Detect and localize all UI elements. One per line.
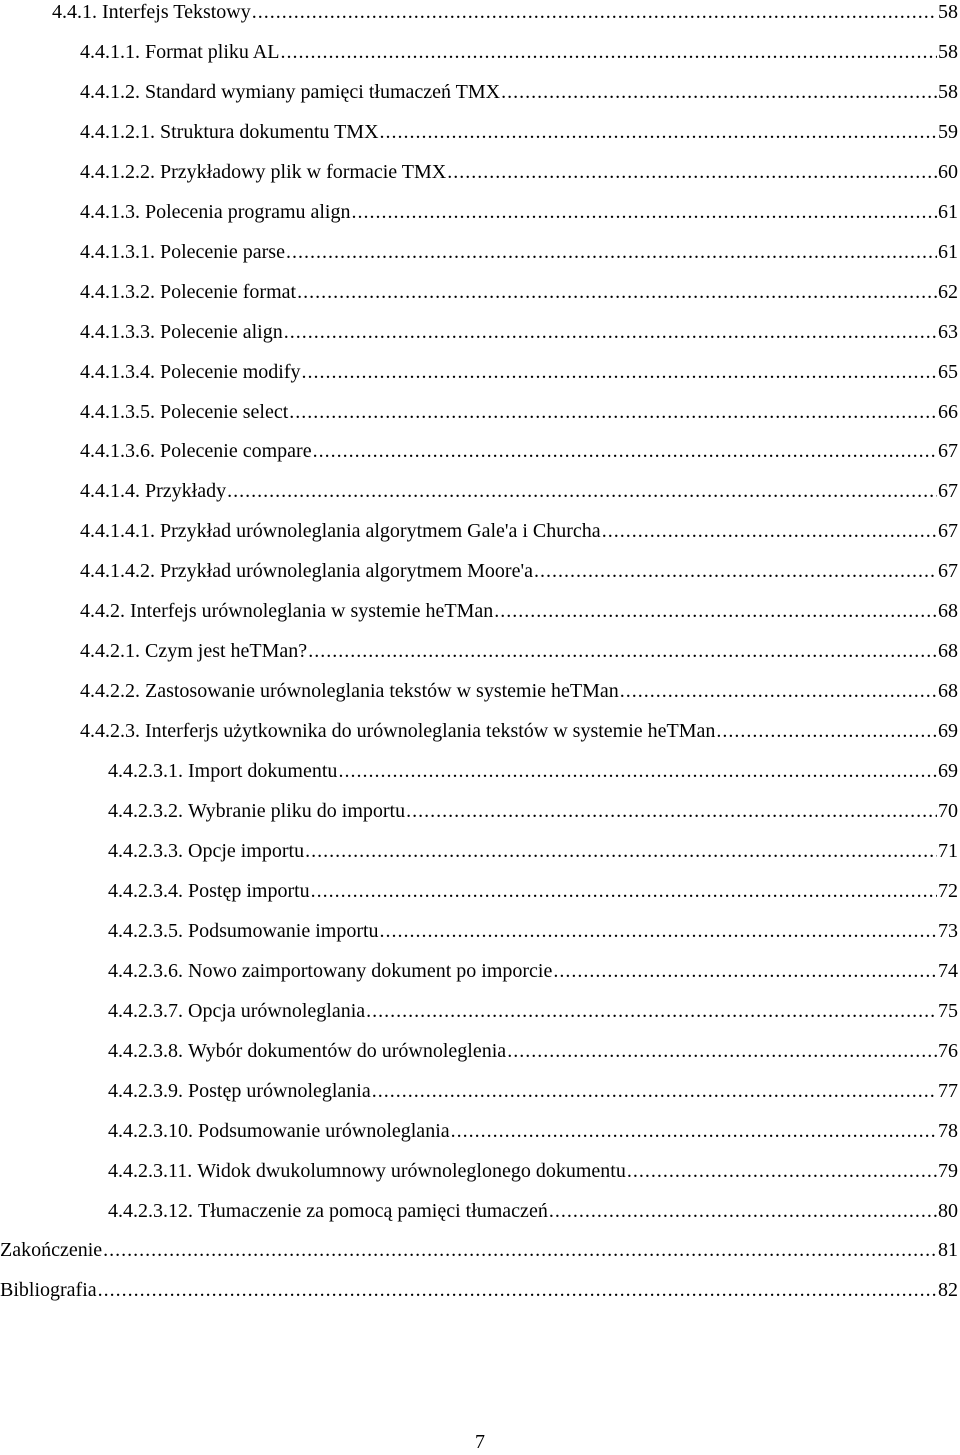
toc-entry-number: 4.4.1. bbox=[52, 1, 97, 23]
toc-dot-leader bbox=[549, 1198, 937, 1224]
toc-entry[interactable] bbox=[80, 718, 958, 758]
toc-entry-title: Struktura dokumentu TMX bbox=[160, 120, 379, 143]
toc-entry-title: Tłumaczenie za pomocą pamięci tłumaczeń bbox=[198, 1199, 548, 1222]
toc-entry-page: 68 bbox=[938, 600, 958, 623]
toc-entry-title: Interfejs urównoleglania w systemie heTMan bbox=[130, 600, 494, 623]
toc-entry-title: Przykładowy plik w formacie TMX bbox=[160, 160, 447, 183]
toc-entry-title: Polecenie parse bbox=[160, 240, 285, 263]
toc-entry-page: 72 bbox=[938, 879, 958, 902]
toc-entry-title: Zakończenie bbox=[0, 1239, 103, 1262]
toc-entry-page: 67 bbox=[938, 440, 958, 463]
toc-entry-number: 4.4.2.3.1. bbox=[108, 760, 183, 783]
toc-dot-leader bbox=[602, 518, 937, 544]
toc-entry-page: 76 bbox=[938, 1039, 958, 1062]
toc-entry-page: 63 bbox=[938, 320, 958, 343]
toc-entry-page: 71 bbox=[938, 839, 958, 862]
toc-entry[interactable] bbox=[80, 438, 958, 478]
toc-dot-leader bbox=[507, 1038, 937, 1064]
toc-entry-page: 68 bbox=[938, 680, 958, 703]
toc-entry-page: 65 bbox=[938, 360, 958, 383]
toc-entry[interactable] bbox=[80, 399, 958, 439]
toc-entry-page: 77 bbox=[938, 1079, 958, 1102]
toc-entry-page: 79 bbox=[938, 1159, 958, 1182]
toc-entry[interactable] bbox=[0, 1237, 958, 1277]
toc-entry-page: 73 bbox=[938, 919, 958, 942]
toc-dot-leader bbox=[366, 998, 937, 1024]
toc-entry-title: Czym jest heTMan? bbox=[145, 640, 308, 663]
toc-dot-leader bbox=[501, 79, 937, 105]
toc-entry-page: 69 bbox=[938, 720, 958, 743]
toc-entry-number: 4.4.1.2. bbox=[80, 80, 140, 103]
toc-entry[interactable] bbox=[80, 478, 958, 518]
toc-entry-title: Podsumowanie urównoleglania bbox=[198, 1119, 450, 1142]
toc-entry-number: 4.4.2.3.10. bbox=[108, 1119, 193, 1142]
toc-entry-number: 4.4.1.4.2. bbox=[80, 560, 155, 583]
toc-entry-title: Standard wymiany pamięci tłumaczeń TMX bbox=[145, 80, 501, 103]
toc-entry-number: 4.4.1.2.1. bbox=[80, 120, 155, 143]
toc-entry-title: Polecenia programu align bbox=[145, 200, 351, 223]
toc-entry-title: Postęp importu bbox=[188, 879, 310, 902]
toc-entry-title: Nowo zaimportowany dokument po imporcie bbox=[188, 959, 553, 982]
toc-dot-leader bbox=[380, 119, 937, 145]
toc-entry[interactable] bbox=[80, 598, 958, 638]
toc-entry[interactable] bbox=[108, 998, 958, 1038]
toc-entry-number: 4.4.2.3.11. bbox=[108, 1159, 193, 1182]
toc-entry[interactable] bbox=[80, 199, 958, 239]
toc-dot-leader bbox=[627, 1158, 937, 1184]
toc-entry-number: 4.4.1.3.1. bbox=[80, 240, 155, 263]
toc-entry-number: 4.4.2.3.9. bbox=[108, 1079, 183, 1102]
toc-entry-page: 58 bbox=[938, 1, 958, 23]
toc-dot-leader bbox=[280, 39, 937, 65]
toc-entry-page: 62 bbox=[938, 280, 958, 303]
toc-dot-leader bbox=[308, 638, 937, 664]
toc-entry[interactable] bbox=[108, 1118, 958, 1158]
toc-entry-number: 4.4.2.3.3. bbox=[108, 839, 183, 862]
toc-entry[interactable] bbox=[108, 878, 958, 918]
toc-entry-number: 4.4.2.3.8. bbox=[108, 1039, 183, 1062]
toc-entry-page: 67 bbox=[938, 520, 958, 543]
toc-entry-title: Polecenie align bbox=[160, 320, 283, 343]
toc-entry-title: Wybranie pliku do importu bbox=[188, 800, 406, 822]
toc-dot-leader bbox=[447, 159, 937, 185]
toc-dot-leader bbox=[286, 239, 937, 265]
toc-entry[interactable] bbox=[108, 1158, 958, 1198]
toc-entry-page: 61 bbox=[938, 200, 958, 223]
toc-entry[interactable] bbox=[80, 159, 958, 199]
toc-entry[interactable] bbox=[80, 319, 958, 359]
toc-entry-page: 66 bbox=[938, 400, 958, 423]
toc-entry-title: Interfejs Tekstowy bbox=[102, 1, 251, 23]
toc-dot-leader bbox=[297, 279, 937, 305]
toc-entry[interactable] bbox=[108, 1198, 958, 1238]
toc-entry[interactable] bbox=[80, 558, 958, 598]
toc-dot-leader bbox=[284, 319, 937, 345]
toc-entry-title: Import dokumentu bbox=[188, 760, 338, 783]
toc-entry[interactable] bbox=[80, 79, 958, 119]
toc-entry-number: 4.4.1.3.4. bbox=[80, 360, 155, 383]
toc-dot-leader bbox=[451, 1118, 937, 1144]
toc-entry-title: Opcja urównoleglania bbox=[188, 999, 366, 1022]
toc-dot-leader bbox=[338, 758, 937, 784]
toc-entry-title: Przykład urównoleglania algorytmem Gale'a i Churcha bbox=[160, 520, 601, 543]
toc-dot-leader bbox=[352, 199, 938, 225]
toc-entry-page: 60 bbox=[938, 160, 958, 183]
toc-dot-leader bbox=[311, 878, 937, 904]
toc-entry-page: 58 bbox=[938, 80, 958, 103]
toc-entry-number: 4.4.2.3.4. bbox=[108, 879, 183, 902]
toc-dot-leader bbox=[620, 678, 937, 704]
toc-entry-title: Podsumowanie importu bbox=[188, 919, 379, 942]
toc-entry-number: 4.4.2.3.6. bbox=[108, 959, 183, 982]
toc-entry-number: 4.4.1.2.2. bbox=[80, 160, 155, 183]
toc-entry-number: 4.4.2. bbox=[80, 600, 125, 623]
toc-entry[interactable] bbox=[0, 1277, 958, 1317]
toc-entry-title: Wybór dokumentów do urównoleglenia bbox=[188, 1039, 507, 1062]
toc-entry-number: 4.4.1.3.2. bbox=[80, 280, 155, 303]
toc-entry-page: 58 bbox=[938, 40, 958, 63]
toc-entry-title: Bibliografia bbox=[0, 1279, 97, 1302]
toc-dot-leader bbox=[103, 1237, 937, 1263]
toc-entry-number: 4.4.2.3.12. bbox=[108, 1199, 193, 1222]
toc-entry-page: 61 bbox=[938, 240, 958, 263]
toc-entry[interactable] bbox=[80, 239, 958, 279]
toc-entry[interactable] bbox=[108, 1038, 958, 1078]
toc-entry-page: 74 bbox=[938, 959, 958, 982]
toc-dot-leader bbox=[372, 1078, 937, 1104]
toc-entry-number: 4.4.1.3. bbox=[80, 200, 140, 223]
toc-dot-leader bbox=[305, 838, 937, 864]
toc-entry-title: Polecenie select bbox=[160, 400, 289, 423]
toc-entry-page: 70 bbox=[938, 800, 958, 822]
toc-dot-leader bbox=[534, 558, 937, 584]
toc-dot-leader bbox=[313, 438, 937, 464]
toc-entry[interactable] bbox=[80, 279, 958, 319]
toc-entry-number: 4.4.1.4. bbox=[80, 480, 140, 503]
toc-dot-leader bbox=[380, 918, 937, 944]
toc-entry-number: 4.4.1.4.1. bbox=[80, 520, 155, 543]
toc-entry-title: Polecenie modify bbox=[160, 360, 301, 383]
toc-entry-number: 4.4.1.3.5. bbox=[80, 400, 155, 423]
toc-entry-title: Format pliku AL bbox=[145, 40, 280, 63]
toc-entry-page: 82 bbox=[938, 1279, 958, 1302]
toc-entry-page: 67 bbox=[938, 560, 958, 583]
toc-entry[interactable] bbox=[80, 638, 958, 678]
toc-entry[interactable] bbox=[108, 758, 958, 798]
toc-entry-number: 4.4.2.3. bbox=[80, 720, 140, 743]
toc-entry-number: 4.4.2.1. bbox=[80, 640, 140, 663]
toc-entry[interactable] bbox=[108, 958, 958, 998]
toc-dot-leader bbox=[494, 598, 937, 624]
toc-entry[interactable] bbox=[108, 1078, 958, 1118]
toc-entry-page: 80 bbox=[938, 1199, 958, 1222]
toc-entry-number: 4.4.1.3.3. bbox=[80, 320, 155, 343]
toc-entry[interactable] bbox=[80, 119, 958, 159]
toc-entry-page: 78 bbox=[938, 1119, 958, 1142]
toc-entry-title: Zastosowanie urównoleglania tekstów w systemie heTMan bbox=[145, 680, 619, 703]
toc-entry-page: 67 bbox=[938, 480, 958, 503]
toc-entry-page: 69 bbox=[938, 760, 958, 783]
toc-dot-leader bbox=[289, 399, 937, 425]
toc-entry-title: Postęp urównoleglania bbox=[188, 1079, 371, 1102]
toc-entry-title: Interferjs użytkownika do urównoleglania tekstów w systemie heTMan bbox=[145, 720, 716, 743]
toc-dot-leader bbox=[406, 798, 937, 824]
toc-entry-number: 4.4.2.2. bbox=[80, 680, 140, 703]
toc-entry-title: Przykład urównoleglania algorytmem Moore'a bbox=[160, 560, 533, 583]
toc-dot-leader bbox=[302, 359, 937, 385]
toc-entry-number: 4.4.2.3.7. bbox=[108, 999, 183, 1022]
toc-entry-page: 81 bbox=[938, 1239, 958, 1262]
page-number: 7 bbox=[475, 1431, 485, 1453]
toc-entry-number: 4.4.1.3.6. bbox=[80, 440, 155, 463]
toc-entry-number: 4.4.2.3.2. bbox=[108, 800, 183, 822]
toc-entry[interactable] bbox=[108, 838, 958, 878]
toc-entry-number: 4.4.1.1. bbox=[80, 40, 140, 63]
toc-entry[interactable] bbox=[80, 678, 958, 718]
toc-dot-leader bbox=[252, 0, 937, 25]
toc-entry-number: 4.4.2.3.5. bbox=[108, 919, 183, 942]
toc-entry[interactable] bbox=[80, 39, 958, 79]
toc-entry[interactable] bbox=[80, 518, 958, 558]
toc-entry-title: Opcje importu bbox=[188, 839, 305, 862]
toc-entry-page: 59 bbox=[938, 120, 958, 143]
toc-entry-title: Przykłady bbox=[145, 480, 227, 503]
toc-entry-title: Polecenie format bbox=[160, 280, 297, 303]
toc-entry[interactable] bbox=[108, 918, 958, 958]
toc-entry[interactable] bbox=[52, 0, 958, 39]
toc-entry-title: Polecenie compare bbox=[160, 440, 312, 463]
toc-entry-page: 75 bbox=[938, 999, 958, 1022]
toc-entry[interactable] bbox=[108, 798, 958, 838]
toc-dot-leader bbox=[553, 958, 937, 984]
toc-dot-leader bbox=[227, 478, 937, 504]
toc-entry-title: Widok dwukolumnowy urównoleglonego dokumentu bbox=[197, 1159, 626, 1182]
toc-entry-page: 68 bbox=[938, 640, 958, 663]
toc-dot-leader bbox=[98, 1277, 937, 1303]
toc-dot-leader bbox=[716, 718, 937, 744]
toc-entry[interactable] bbox=[80, 359, 958, 399]
